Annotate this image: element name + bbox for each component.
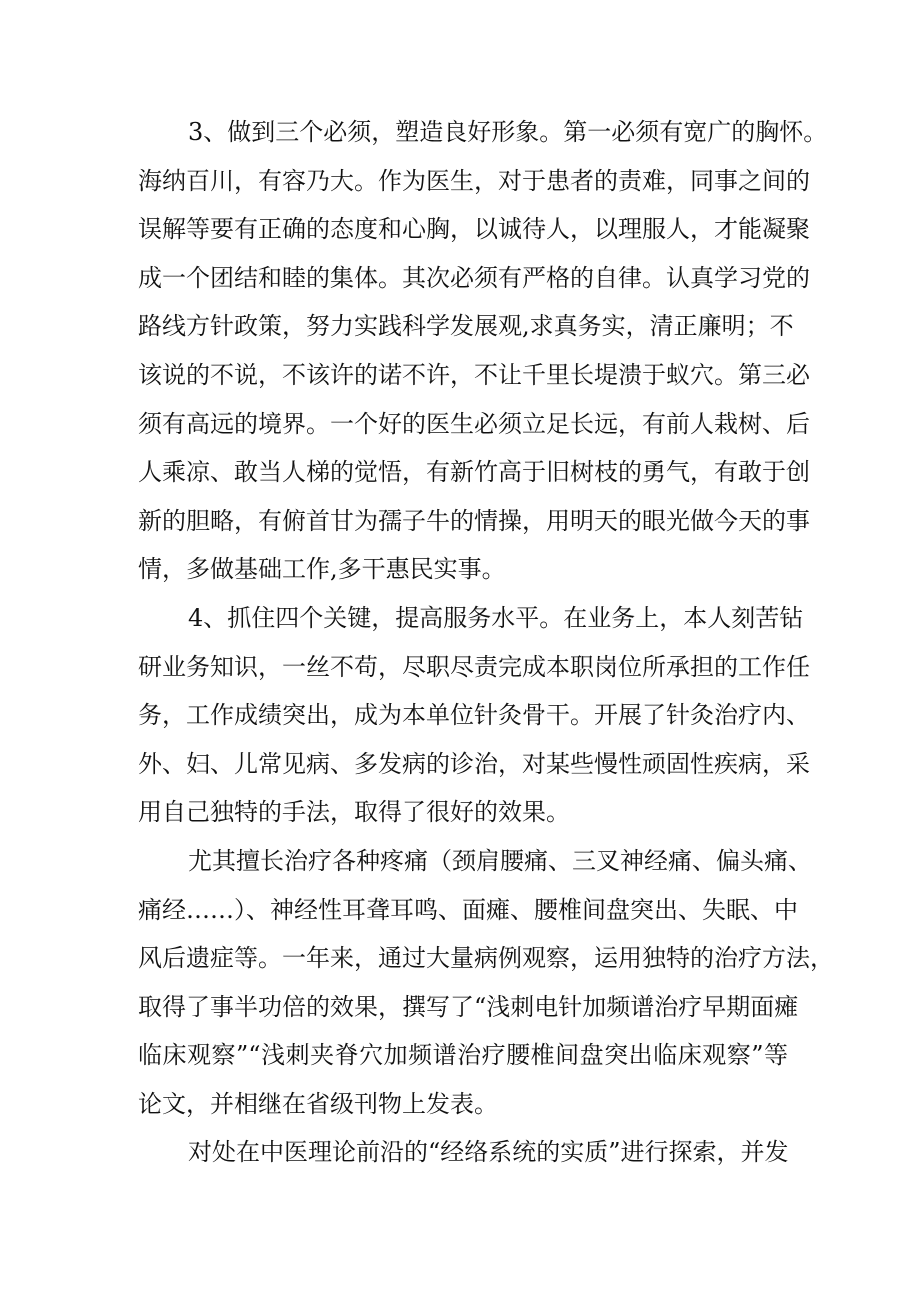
paragraph-5-line-1: 尤其擅长治疗各种疼痛（颈肩腰痛、三叉神经痛、偏头痛、 — [188, 846, 812, 875]
paragraph-3-line-4: 成一个团结和睦的集体。其次必须有严格的自律。认真学习党的 — [138, 263, 810, 292]
paragraph-3-line-1: 3、做到三个必须，塑造良好形象。第一必须有宽广的胸怀。 — [188, 118, 828, 146]
document-body — [138, 108, 834, 1177]
paragraph-3-line-3: 误解等要有正确的态度和心胸，以诚待人，以理服人，才能凝聚 — [138, 215, 810, 244]
paragraph-5-line-5: 临床观察”“浅刺夹脊穴加频谱治疗腰椎间盘突出临床观察”等 — [138, 1041, 788, 1070]
paragraph-6-line-1: 对处在中医理论前沿的“经络系统的实质”进行探索，并发 — [188, 1138, 789, 1167]
paragraph-3-line-2: 海纳百川，有容乃大。作为医生，对于患者的责难，同事之间的 — [138, 166, 810, 195]
paragraph-4-line-1: 4、抓住四个关键，提高服务水平。在业务上，本人刻苦钻 — [188, 603, 804, 632]
paragraph-3-line-8: 人乘凉、敢当人梯的觉悟，有新竹高于旧树枝的勇气，有敢于创 — [138, 458, 810, 487]
paragraph-3-line-6: 该说的不说，不该许的诺不许，不让千里长堤溃于蚁穴。第三必 — [138, 360, 810, 389]
paragraph-5-line-6: 论文，并相继在省级刊物上发表。 — [138, 1089, 498, 1118]
paragraph-4-line-4: 外、妇、儿常见病、多发病的诊治，对某些慢性顽固性疾病，采 — [138, 749, 810, 778]
paragraph-4-line-5: 用自己独特的手法，取得了很好的效果。 — [138, 798, 570, 827]
paragraph-5-line-4: 取得了事半功倍的效果，撰写了“浅刺电针加频谱治疗早期面瘫 — [138, 992, 799, 1021]
paragraph-3-line-9: 新的胆略，有俯首甘为孺子牛的情操，用明天的眼光做今天的事 — [138, 506, 810, 535]
paragraph-4-line-2: 研业务知识，一丝不苟，尽职尽责完成本职岗位所承担的工作任 — [138, 652, 810, 681]
paragraph-3-line-5: 路线方针政策，努力实践科学发展观,求真务实，清正廉明；不 — [138, 312, 794, 341]
paragraph-5-line-3: 风后遗症等。一年来，通过大量病例观察，运用独特的治疗方法， — [138, 944, 834, 973]
paragraph-4-line-3: 务，工作成绩突出，成为本单位针灸骨干。开展了针灸治疗内、 — [138, 701, 810, 730]
paragraph-3-line-7: 须有高远的境界。一个好的医生必须立足长远，有前人栽树、后 — [138, 409, 810, 438]
paragraph-3-line-10: 情，多做基础工作,多干惠民实事。 — [138, 555, 506, 584]
paragraph-5-line-2: 痛经……）、神经性耳聋耳鸣、面瘫、腰椎间盘突出、失眠、中 — [138, 895, 798, 924]
